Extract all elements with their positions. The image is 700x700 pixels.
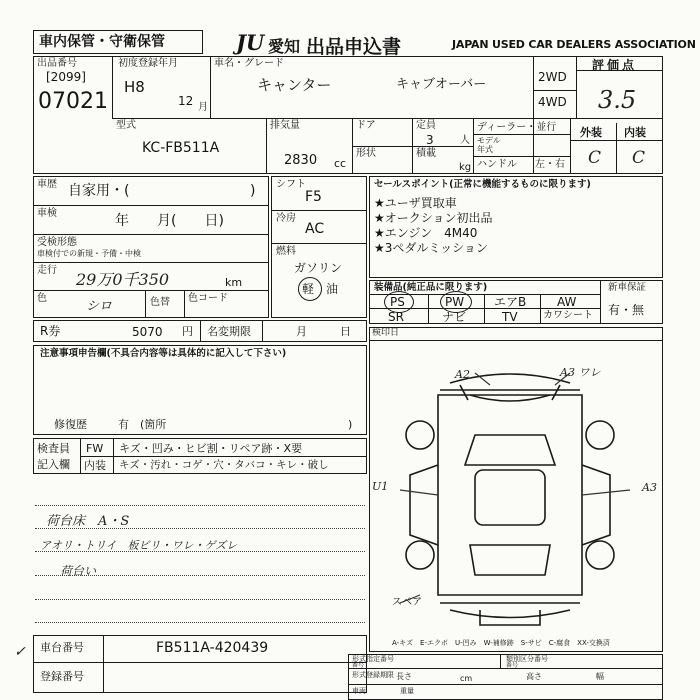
drive-4wd: 4WD bbox=[538, 95, 567, 109]
exterior-label: 外装 bbox=[580, 126, 602, 139]
mileage-label: 走行 bbox=[37, 265, 57, 276]
color-swap-label: 色替 bbox=[150, 297, 170, 308]
vehicle-grade: キャブオーバー bbox=[396, 77, 487, 92]
shift-label: シフト bbox=[276, 179, 306, 190]
interior-value: C bbox=[632, 148, 646, 168]
model-label: 型式 bbox=[116, 120, 136, 131]
spare-label: スペア bbox=[392, 597, 422, 608]
vehicle-name: キャンター bbox=[257, 76, 332, 94]
repair-close: ) bbox=[348, 418, 353, 431]
model-value: KC-FB511A bbox=[142, 140, 220, 156]
color-value: シロ bbox=[86, 299, 113, 314]
inspector-interior-label: 内装 bbox=[84, 459, 106, 472]
vehicle-damage-diagram bbox=[380, 345, 650, 635]
fuel-label: 燃料 bbox=[276, 246, 296, 257]
warranty-label: 新車保証 bbox=[608, 282, 647, 293]
aircon-label: 冷房 bbox=[276, 213, 296, 224]
equip-ps-circle bbox=[384, 291, 414, 313]
registration-number-label: 登録番号 bbox=[40, 670, 84, 683]
equipment-label: 装備品(純正品に限ります) bbox=[374, 282, 488, 293]
load-label: 積載 bbox=[416, 148, 436, 159]
recycle-unit: 円 bbox=[182, 325, 193, 338]
inspector-label-1: 検査員 bbox=[37, 442, 70, 455]
handwritten-note-2: アオリ・トリイ 板ビリ・ワレ・ゲズレ bbox=[40, 539, 238, 552]
logo-mark: JU bbox=[236, 30, 265, 55]
warranty-value: 有・無 bbox=[608, 303, 645, 317]
check-mark: ✓ bbox=[14, 644, 26, 660]
inspector-fw-items: キズ・凹み・ヒビ割・リペア跡・X要 bbox=[119, 442, 303, 455]
entry-number: 07021 bbox=[38, 89, 108, 114]
footer-vehicle-label: 車両 bbox=[352, 687, 366, 695]
equip-pw: PW bbox=[445, 295, 465, 309]
shift-value: F5 bbox=[305, 189, 322, 205]
equip-airbag: エアB bbox=[494, 295, 527, 309]
interior-label: 内装 bbox=[624, 126, 646, 139]
model-year-label: モデル 年式 bbox=[477, 136, 501, 154]
sales-point-1: ★ユーザ買取車 bbox=[374, 196, 457, 210]
inspector-interior-items: キズ・汚れ・コゲ・穴・タバコ・キレ・破し bbox=[119, 459, 329, 471]
chassis-label: 車台番号 bbox=[40, 641, 84, 654]
shape-label: 形状 bbox=[356, 148, 376, 159]
inspector-fw-label: FW bbox=[86, 442, 104, 455]
registration-month-suffix: 月 bbox=[198, 102, 208, 113]
inspection-value: 年 月( 日) bbox=[115, 213, 224, 229]
score-label: 評価点 bbox=[592, 58, 638, 72]
recycle-label: R券 bbox=[40, 324, 61, 338]
equip-sr: SR bbox=[388, 310, 404, 324]
diagram-annot-left: U1 bbox=[372, 480, 389, 493]
notes-label: 注意事項申告欄(不具合内容等は具体的に記入して下さい) bbox=[40, 348, 287, 359]
association-name: JAPAN USED CAR DEALERS ASSOCIATION bbox=[452, 38, 696, 51]
mileage-unit: km bbox=[225, 276, 243, 289]
footer-length-label: 長さ bbox=[396, 672, 412, 681]
sales-points-label: セールスポイント(正常に機能するものに限ります) bbox=[374, 179, 591, 190]
drive-2wd: 2WD bbox=[538, 70, 567, 84]
inspection-label: 車検 bbox=[37, 208, 57, 219]
capacity-label: 定員 bbox=[416, 120, 436, 131]
aircon-value: AC bbox=[305, 221, 325, 237]
entry-label: 出品番号 bbox=[37, 58, 77, 69]
dealer-label: ディーラー・並行 bbox=[477, 122, 557, 133]
registration-label: 初度登録年月 bbox=[118, 58, 178, 69]
recycle-value: 5070 bbox=[132, 325, 163, 339]
footer-type-number-label: 形式指定番号 bbox=[352, 655, 394, 663]
footer-type-number-sub: 番号 bbox=[352, 662, 365, 669]
doors-label: ドア bbox=[356, 120, 376, 131]
inspector-label-2: 記入欄 bbox=[37, 458, 70, 471]
equip-navi: ナビ bbox=[442, 310, 467, 324]
displacement-unit: cc bbox=[334, 157, 347, 170]
sales-point-4: ★3ペダルミッション bbox=[374, 241, 488, 255]
entry-code: [2099] bbox=[46, 70, 86, 84]
storage-label: 車内保管・守衛保管 bbox=[39, 34, 165, 50]
sales-point-3: ★エンジン 4M40 bbox=[374, 226, 478, 240]
capacity-value: 3 bbox=[426, 133, 434, 147]
footer-width-label: 幅 bbox=[596, 672, 604, 681]
fuel-gasoline: ガソリン bbox=[294, 261, 343, 275]
footer-length-unit: cm bbox=[460, 674, 473, 683]
diagram-legend: A-キズ E-エクボ U-凹み W-補修跡 S-サビ C-腐食 XX-交換済 bbox=[392, 639, 610, 647]
equip-ps: PS bbox=[390, 295, 405, 309]
mileage-value: 29万0千350 bbox=[76, 270, 170, 289]
footer-weight-label: 重量 bbox=[400, 687, 414, 695]
displacement-value: 2830 bbox=[284, 153, 318, 168]
form-type-sublabel: 車検付での新規・予備・中検 bbox=[37, 249, 141, 258]
name-change-value: 月 日 bbox=[296, 325, 351, 338]
repair-value: 有 (箇所 bbox=[118, 418, 167, 431]
handle-options: 左・右 bbox=[535, 159, 565, 170]
footer-class-number-sub: 番号 bbox=[506, 662, 519, 669]
registration-era: H8 bbox=[124, 78, 145, 96]
equip-seat: カワシート bbox=[543, 310, 593, 321]
usage-value: 自家用・( bbox=[68, 183, 130, 199]
score-value: 3.5 bbox=[598, 86, 637, 114]
handle-label: ハンドル bbox=[477, 159, 517, 170]
form-title: 出品申込書 bbox=[306, 36, 402, 58]
name-change-label: 名変期限 bbox=[207, 325, 251, 338]
capacity-unit: 人 bbox=[460, 135, 470, 146]
chassis-value: FB511A-420439 bbox=[156, 640, 269, 656]
handwritten-note-3: 荷台い bbox=[60, 564, 97, 578]
fuel-diesel-circle bbox=[298, 277, 322, 301]
equip-tv: TV bbox=[502, 310, 518, 324]
equip-aw: AW bbox=[557, 295, 577, 309]
equip-pw-circle bbox=[440, 291, 472, 313]
footer-reg-deadline-label: 形式登録期限 bbox=[352, 671, 394, 679]
footer-class-number-label: 類別区分番号 bbox=[506, 655, 548, 663]
usage-close: ) bbox=[250, 183, 256, 199]
usage-label: 車歴 bbox=[37, 179, 57, 190]
registration-month: 12 bbox=[178, 94, 194, 108]
logo-prefecture: 愛知 bbox=[268, 37, 301, 56]
color-label: 色 bbox=[37, 293, 47, 304]
form-type-label: 受検形態 bbox=[37, 237, 77, 248]
load-unit: kg bbox=[459, 162, 472, 173]
repair-label: 修復歴 bbox=[54, 418, 87, 431]
exterior-value: C bbox=[588, 148, 602, 168]
diagram-annot-front-left: A2 bbox=[455, 368, 470, 381]
color-code-label: 色コード bbox=[188, 293, 228, 304]
sales-point-2: ★オークション初出品 bbox=[374, 211, 493, 225]
displacement-label: 排気量 bbox=[270, 120, 300, 131]
diagram-annot-right: A3 bbox=[642, 481, 657, 494]
diagram-annot-front-right: A3 ワレ bbox=[560, 366, 601, 379]
diagram-title: 検印日 bbox=[372, 328, 400, 338]
footer-height-label: 高さ bbox=[526, 672, 542, 681]
fuel-diesel: 軽 油 bbox=[302, 282, 339, 296]
vehicle-name-label: 車名・グレード bbox=[214, 58, 284, 69]
handwritten-note-1: 荷台床 A・S bbox=[46, 514, 130, 529]
